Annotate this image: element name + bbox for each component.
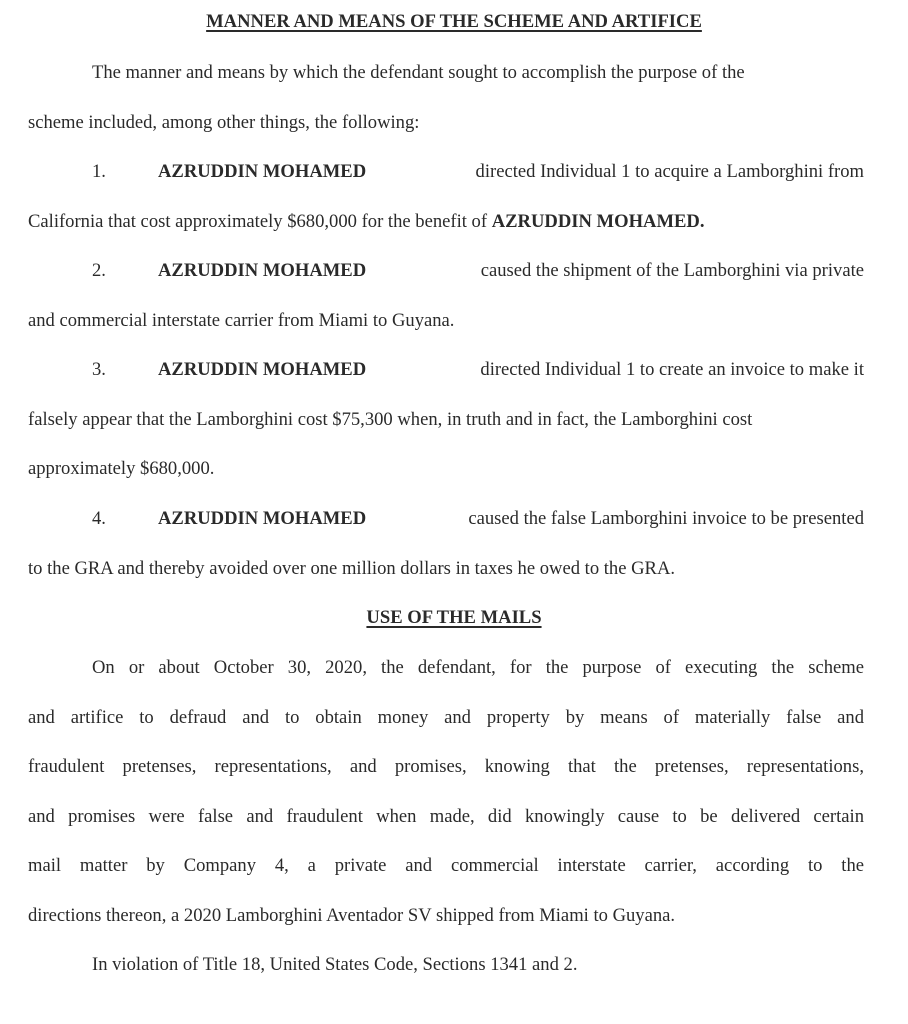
item-4-line-1 bbox=[92, 507, 864, 531]
section-heading-manner-and-means: MANNER AND MEANS OF THE SCHEME AND ARTIFICE bbox=[206, 11, 702, 32]
item-3-text-1: directed Individual 1 to create an invoice to make it bbox=[480, 359, 864, 380]
mails-text-1: On or about October 30, 2020, the defendant, for the purpose of executing the scheme bbox=[92, 657, 864, 678]
mails-text-2: and artifice to defraud and to obtain money and property by means of materially false and bbox=[28, 707, 864, 728]
mails-paragraph-line-1 bbox=[92, 656, 864, 680]
intro-line-1: The manner and means by which the defendant sought to accomplish the purpose of the bbox=[92, 62, 745, 83]
section-heading-use-of-mails: USE OF THE MAILS bbox=[366, 607, 542, 628]
item-4-defendant-name: AZRUDDIN MOHAMED bbox=[158, 508, 367, 529]
mails-paragraph-line-5 bbox=[28, 854, 864, 878]
item-1-text-1: directed Individual 1 to acquire a Lamborghini from bbox=[475, 161, 864, 182]
item-3-line-3: approximately $680,000. bbox=[28, 458, 215, 479]
item-4-text-1: caused the false Lamborghini invoice to be presented bbox=[468, 508, 864, 529]
item-1-text-2: California that cost approximately $680,000 for the benefit of bbox=[28, 211, 488, 232]
mails-text-4: and promises were false and fraudulent when made, did knowingly cause to be delivered certain bbox=[28, 806, 864, 827]
item-4-line-2: to the GRA and thereby avoided over one million dollars in taxes he owed to the GRA. bbox=[28, 558, 676, 579]
item-2-number: 2. bbox=[92, 260, 106, 281]
item-1-number: 1. bbox=[92, 161, 106, 182]
violation-statement: In violation of Title 18, United States Code, Sections 1341 and 2. bbox=[92, 954, 578, 975]
item-2-defendant-name: AZRUDDIN MOHAMED bbox=[158, 260, 367, 281]
intro-line-2: scheme included, among other things, the following: bbox=[28, 112, 420, 133]
item-4-number: 4. bbox=[92, 508, 106, 529]
mails-paragraph-line-4 bbox=[28, 805, 864, 829]
item-2-text-1: caused the shipment of the Lamborghini via private bbox=[480, 260, 864, 281]
item-3-number: 3. bbox=[92, 359, 106, 380]
item-1-line-1 bbox=[92, 160, 864, 184]
mails-paragraph-line-3 bbox=[28, 755, 864, 779]
item-3-line-1 bbox=[92, 358, 864, 382]
item-3-defendant-name: AZRUDDIN MOHAMED bbox=[158, 359, 367, 380]
item-1-defendant-name-2: AZRUDDIN MOHAMED. bbox=[491, 211, 705, 232]
item-3-line-2: falsely appear that the Lamborghini cost $75,300 when, in truth and in fact, the Lamborghini cost bbox=[28, 409, 753, 430]
item-2-line-2: and commercial interstate carrier from Miami to Guyana. bbox=[28, 310, 455, 331]
item-2-line-1 bbox=[92, 259, 864, 283]
item-1-defendant-name: AZRUDDIN MOHAMED bbox=[158, 161, 367, 182]
mails-text-5: mail matter by Company 4, a private and commercial interstate carrier, according to the bbox=[28, 855, 864, 876]
mails-paragraph-line-2 bbox=[28, 706, 864, 730]
mails-text-3: fraudulent pretenses, representations, and promises, knowing that the pretenses, representations, bbox=[28, 756, 864, 777]
mails-paragraph-line-6: directions thereon, a 2020 Lamborghini Aventador SV shipped from Miami to Guyana. bbox=[28, 905, 676, 926]
item-1-line-2 bbox=[28, 210, 705, 234]
